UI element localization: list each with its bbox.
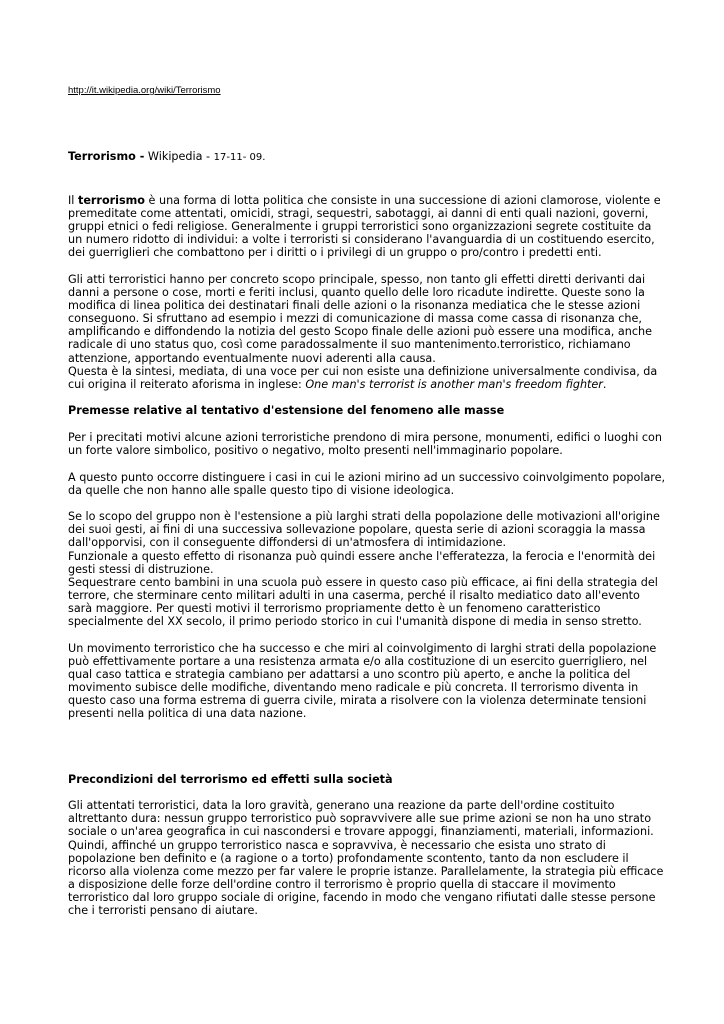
source-name: Wikipedia - bbox=[144, 150, 214, 163]
section-heading-premesse: Premesse relative al tentativo d'estensione del fenomeno alle masse bbox=[68, 404, 505, 418]
media-era-text: Sequestrare cento bambini in una scuola può essere in questo caso più efficace, ai fini della strategia del terrore, che sterminare cento militari adulti in una caserma, perché il risalto mediatico dato all'evento sarà maggiore. Per questi motivi il terrorismo propriamente detto è un fenomeno caratteristico specialmente del XX secolo, il primo periodo storico in cui l'umanità dispone di media in senso stretto. bbox=[68, 575, 658, 629]
paragraph-purpose bbox=[68, 273, 666, 391]
purpose-text: Gli atti terroristici hanno per concreto scopo principale, spesso, non tanto gli effetti diretti derivanti dai danni a persone o cose, morti e feriti inclusi, quanto quello delle loro ricadute indirette. Queste sono la modifica di linea politica dei destinatari finali delle azioni o la risonanza mediatica che le stesse azioni conseguono. Si sfruttano ad esempio i mezzi di comunicazione di massa come cassa di risonanza che, amplificando e diffondendo la notizia del gesto Scopo finale delle azioni può essere una modifica, anche radicale di uno status quo, così come paradossalmente il suo mantenimento.terroristico, richiamano attenzione, apportando eventualmente nuovi aderenti alla causa. bbox=[68, 272, 652, 365]
synthesis-text: Questa è la sintesi, mediata, di una voce per cui non esiste una definizione universalmente condivisa, da cui origina il reiterato aforisma in inglese: bbox=[68, 364, 658, 391]
document-title-line bbox=[68, 150, 265, 163]
resonance-text: Funzionale a questo effetto di risonanza può quindi essere anche l'efferatezza, la ferocia e l'enormità dei gesti stessi di distruzione. bbox=[68, 549, 656, 576]
aphorism-end: . bbox=[602, 377, 607, 391]
source-url-link[interactable]: http://it.wikipedia.org/wiki/Terrorismo bbox=[68, 85, 221, 96]
intro-before: Il bbox=[68, 194, 78, 207]
paragraph-intimidation bbox=[68, 510, 666, 628]
intro-paragraph bbox=[68, 194, 666, 259]
paragraph-distinguish: A questo punto occorre distinguere i casi in cui le azioni mirino ad un successivo coinvolgimento popolare, da quelle che non hanno alle spalle questo tipo di visione ideologica. bbox=[68, 470, 666, 497]
aphorism-quote: One man's terrorist is another man's freedom fighter bbox=[305, 377, 603, 391]
paragraph-preconditions: Gli attentati terroristici, data la loro gravità, generano una reazione da parte dell'ordine costituito altrettanto dura: nessun gruppo terroristico può sopravvivere alle sue prime azioni se non ha uno strato sociale o un'area geografica in cui nascondersi e trovare appoggi, finanziamenti, materiali, informazioni. Quindi, affinché un gruppo terroristico nasca e sopravviva, è necessario che esista uno strato di popolazione ben definito e (a ragione o a torto) profondamente scontento, tanto da non escludere il ricorso alla violenza come mezzo per far valere le proprie istanze. Parallelamente, la strategia più efficace a disposizione delle forze dell'ordine contro il terrorismo è proprio quella di staccare il movimento terroristico dal loro gruppo sociale di origine, facendo in modo che vengano rifiutati dalle stesse persone che i terroristi pensano di aiutare. bbox=[68, 799, 664, 918]
intro-term: terrorismo bbox=[77, 194, 145, 207]
retrieval-date: 17-11- 09. bbox=[213, 152, 266, 163]
paragraph-guerrilla: Un movimento terroristico che ha successo e che miri al coinvolgimento di larghi strati della popolazione può effettivamente portare a una resistenza armata e/o alla costituzione di un esercito guerrigliero, nel qual caso tattica e strategia cambiano per adattarsi a uno scontro più aperto, e anche la politica del movimento subisce delle modifiche, diventando meno radicale e più concreta. Il terrorismo diventa in questo caso una forma estrema di guerra civile, mirata a risolvere con la violenza determinate tensioni presenti nella politica di una data nazione. bbox=[68, 641, 657, 721]
paragraph-symbolic-targets: Per i precitati motivi alcune azioni terroristiche prendono di mira persone, monumenti, edifici o luoghi con un forte valore simbolico, positivo o negativo, molto presenti nell'immaginario popolare. bbox=[68, 430, 662, 457]
intimidation-text: Se lo scopo del gruppo non è l'estensione a più larghi strati della popolazione delle motivazioni all'origine dei suoi gesti, ai fini di una successiva sollevazione popolare, questa serie di azioni scoraggia la massa dall'opporvisi, con il conseguente diffondersi di un'atmosfera di intimidazione. bbox=[68, 510, 660, 550]
article-title: Terrorismo - bbox=[68, 150, 145, 163]
intro-text: è una forma di lotta politica che consiste in una successione di azioni clamorose, violente e premeditate come attentati, omicidi, stragi, sequestri, sabotaggi, ai danni di enti quali nazioni, governi, gruppi etnici o fedi religiose. Generalmente i gruppi terroristici sono organizzazioni segrete costituite da un numero ridotto di individui: a volte i terroristi si considerano l'avanguardia di un costituendo esercito, dei guerriglieri che combattono per i diritti o i privilegi di un gruppo o pro/contro i predetti enti. bbox=[68, 194, 661, 260]
section-heading-precondizioni: Precondizioni del terrorismo ed effetti sulla società bbox=[68, 772, 393, 786]
article-body bbox=[68, 194, 666, 931]
section-spacer bbox=[68, 734, 666, 773]
